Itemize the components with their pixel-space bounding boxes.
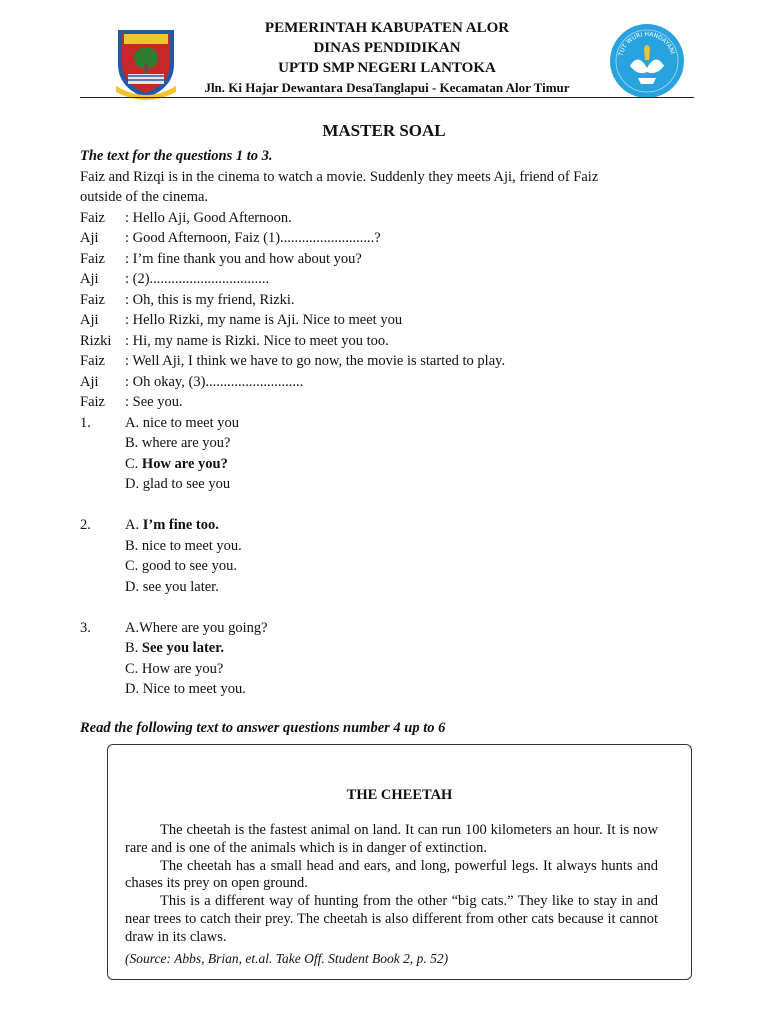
answer-option [80, 454, 640, 475]
dialogue-line [80, 208, 640, 229]
option-letter: D. [125, 681, 140, 697]
speaker-name: Aji [80, 230, 99, 246]
dialogue-line [80, 310, 640, 331]
option-letter: B. [125, 640, 139, 656]
option-letter: C. [125, 660, 139, 677]
svg-text:TUT WURI HANDAYANI: TUT WURI HANDAYANI [617, 30, 676, 57]
option-letter: A. [125, 414, 140, 431]
dialogue-line [80, 228, 640, 249]
dialogue-heading: The text for the questions 1 to 3. [80, 148, 273, 164]
speaker-name: Faiz [80, 209, 105, 226]
dialogue-text: : (2)................................. [125, 271, 270, 287]
option-text: glad to see you [142, 476, 231, 492]
answer-option [80, 433, 640, 454]
question-list [80, 413, 640, 700]
dialogue-text: : Hi, my name is Rizki. Nice to meet you too. [125, 332, 389, 349]
option-text: See you later. [141, 640, 224, 656]
reading-paragraph: This is a different way of hunting from the other “big cats.” They like to stay in and near trees to catch their prey. The cheetah is also different from other cats because it cannot draw in its claws. [125, 893, 658, 945]
speaker-name: Aji [80, 312, 99, 328]
option-letter: B. [125, 537, 139, 554]
answer-option [80, 474, 640, 495]
question-number [80, 454, 125, 475]
dialogue-line [80, 249, 640, 270]
speaker-name: Aji [80, 271, 99, 287]
question-number [80, 536, 125, 557]
option-letter: B. [125, 435, 139, 451]
reading-text-box [107, 744, 692, 980]
reading-paragraph: The cheetah has a small head and ears, and long, powerful legs. It always hunts and chases its prey on open ground. [125, 857, 658, 892]
government-name: PEMERINTAH KABUPATEN ALOR [264, 20, 510, 36]
question-number [80, 577, 125, 598]
dialogue-line [80, 351, 640, 372]
question-number: 2. [80, 517, 91, 533]
option-text: see you later. [142, 578, 219, 595]
option-letter: D. [125, 476, 140, 492]
question-spacer [80, 495, 640, 516]
document-title: MASTER SOAL [322, 121, 446, 140]
school-address: Jln. Ki Hajar Dewantara DesaTanglapui - Kecamatan Alor Timur [204, 80, 570, 95]
option-text: nice to meet you [142, 414, 239, 431]
dialogue-text: : Hello Rizki, my name is Aji. Nice to meet you [125, 312, 403, 328]
question-number [80, 433, 125, 454]
option-letter: D. [125, 578, 140, 595]
question-number: 3. [80, 619, 91, 636]
option-letter: A. [125, 619, 140, 636]
answer-option [80, 536, 640, 557]
letterhead [80, 14, 694, 98]
question-number: 1. [80, 414, 91, 431]
option-text: How are you? [141, 660, 224, 677]
option-text: good to see you. [141, 558, 237, 574]
dialogue-intro-paragraph: Faiz and Rizqi is in the cinema to watch a movie. Suddenly they meets Aji, friend of Faiz outside of the cinema. [80, 168, 599, 205]
questions-section [80, 146, 640, 700]
option-text: where are you? [141, 435, 231, 451]
dialogue-text: : Hello Aji, Good Afternoon. [125, 209, 292, 226]
dialogue-line [80, 269, 640, 290]
option-text: Where are you going? [139, 619, 268, 636]
answer-option [80, 618, 640, 639]
dialogue-line [80, 290, 640, 311]
school-name: UPTD SMP NEGERI LANTOKA [278, 60, 496, 76]
dialogue-text: : See you. [125, 394, 183, 410]
reading-text [125, 822, 658, 947]
letterhead-text [80, 18, 694, 97]
option-text: How are you? [141, 455, 228, 472]
answer-option [80, 679, 640, 700]
dialogue-text: : I’m fine thank you and how about you? [125, 250, 362, 267]
reading-paragraph: The cheetah is the fastest animal on land. It can run 100 kilometers an hour. It is now rare and is one of the animals which is in danger of extinction. [125, 822, 658, 856]
speaker-name: Faiz [80, 394, 105, 410]
reading-source: (Source: Abbs, Brian, et.al. Take Off. Student Book 2, p. 52) [125, 951, 449, 966]
option-text: nice to meet you. [141, 537, 242, 554]
reading-heading: Read the following text to answer questions number 4 up to 6 [80, 720, 446, 736]
question-number [80, 638, 125, 659]
dialogue-text: : Oh okay, (3)........................... [125, 373, 304, 390]
question-number [80, 659, 125, 680]
speaker-name: Faiz [80, 250, 105, 267]
option-text: Nice to meet you. [142, 681, 246, 697]
answer-option [80, 638, 640, 659]
dialogue [80, 208, 640, 413]
question-number [80, 679, 125, 700]
answer-option [80, 515, 640, 536]
department-name: DINAS PENDIDIKAN [313, 40, 461, 56]
speaker-name: Faiz [80, 353, 105, 369]
speaker-name: Faiz [80, 291, 105, 308]
question-number [80, 474, 125, 495]
answer-option [80, 556, 640, 577]
dialogue-line [80, 331, 640, 352]
reading-title: THE CHEETAH [346, 787, 453, 803]
header-divider [80, 97, 694, 98]
dialogue-text: : Well Aji, I think we have to go now, the movie is started to play. [125, 353, 506, 369]
dialogue-text: : Good Afternoon, Faiz (1)..........................? [125, 230, 381, 246]
dialogue-text: : Oh, this is my friend, Rizki. [125, 291, 295, 308]
option-letter: A. [125, 517, 140, 533]
tut-wuri-handayani-logo [608, 22, 686, 100]
question-number [80, 556, 125, 577]
dialogue-line [80, 372, 640, 393]
dialogue-line [80, 392, 640, 413]
speaker-name: Aji [80, 373, 99, 390]
answer-option [80, 659, 640, 680]
option-letter: C. [125, 455, 139, 472]
option-text: I’m fine too. [142, 517, 219, 533]
answer-option [80, 413, 640, 434]
answer-option [80, 577, 640, 598]
question-spacer [80, 597, 640, 618]
speaker-name: Rizki [80, 332, 112, 349]
option-letter: C. [125, 558, 139, 574]
